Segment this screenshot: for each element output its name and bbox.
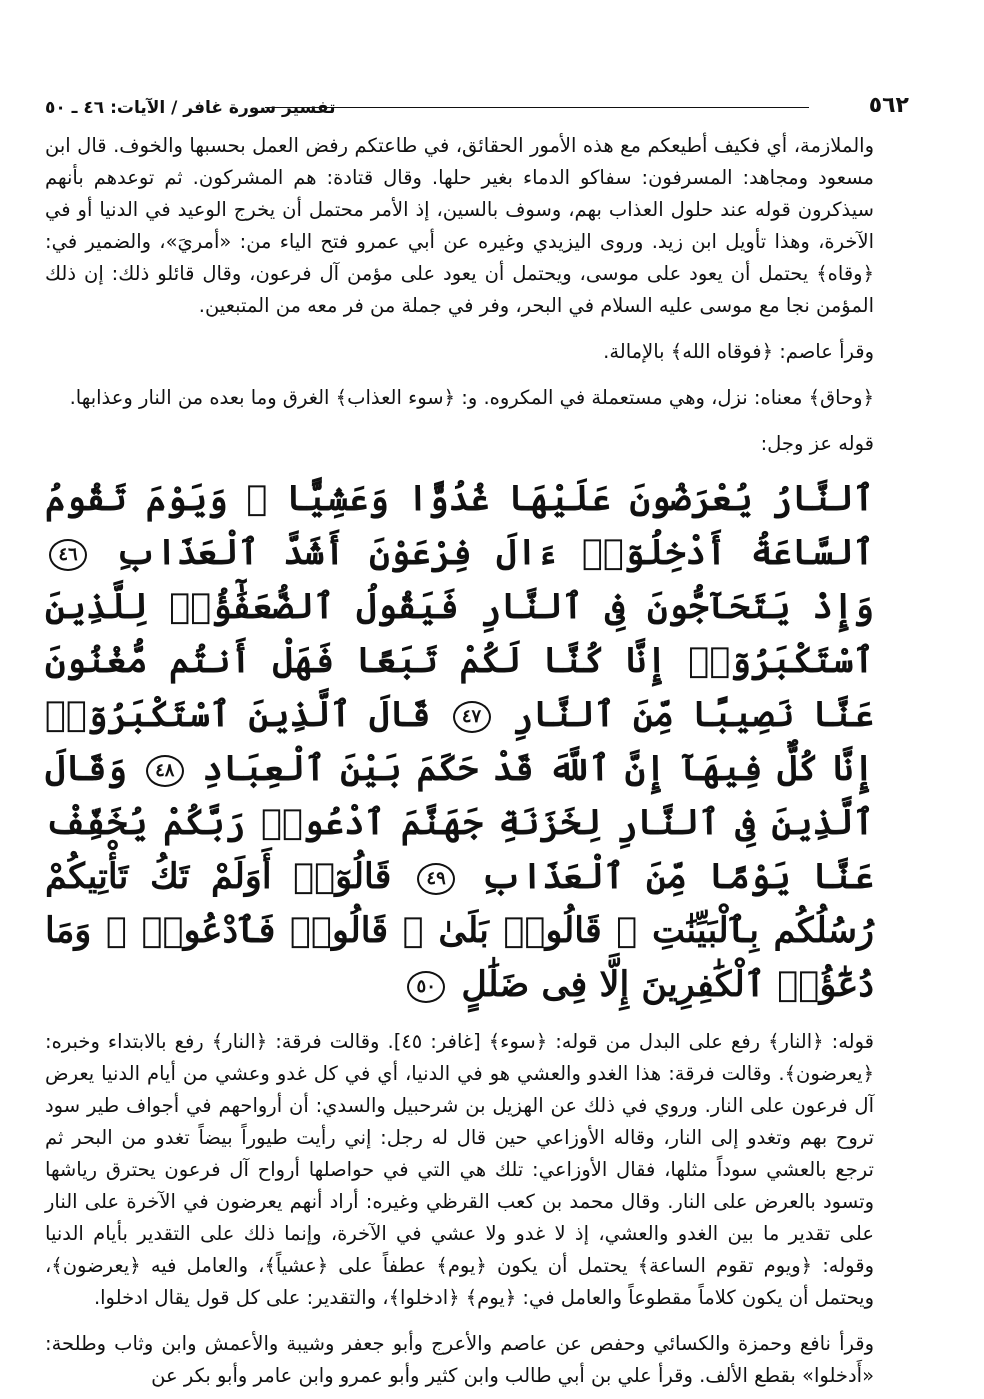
verse-number-47: ٤٧ — [453, 701, 491, 733]
verse-number-49: ٤٩ — [417, 863, 455, 895]
verse-number-50: ٥٠ — [407, 971, 445, 1003]
page-number: ٥٦٢ — [868, 93, 909, 118]
verse-50: قَالُوٓا۟ أَوَلَمْ تَكُ تَأْتِيكُمْ رُسُلُكُم بِٱلْبَيِّنَٰتِ ۖ قَالُوا۟ بَلَىٰ ۚ قَالُوا۟ فَٱدْعُوا۟ ۗ وَمَا دُعَٰٓؤُا۟ ٱلْكَٰفِرِينَ إِلَّا فِى ضَلَٰلٍ — [45, 856, 874, 1005]
body-text — [45, 130, 874, 1392]
quran-verses — [45, 472, 874, 1012]
running-header — [45, 88, 909, 118]
paragraph: وقرأ نافع وحمزة والكسائي وحفص عن عاصم والأعرج وأبو جعفر وشيبة والأعمش وابن وثاب وطلحة: «أَدخلوا» بقطع الألف. وقرأ علي بن أبي طالب وابن كثير وأبو عمرو وابن عامر وأبو بكر عن — [45, 1332, 874, 1387]
paragraph: قوله: ﴿النار﴾ رفع على البدل من قوله: ﴿سوء﴾ [غافر: ٤٥]. وقالت فرقة: ﴿النار﴾ رفع بالابتداء وخبره: ﴿يعرضون﴾. وقالت فرقة: هذا الغدو والعشي هو في الدنيا، أي في كل غدو وعشي من أيام الدنيا يعرض آل فرعون على النار. وروي في ذلك عن الهزيل بن شرحبيل والسدي: أن أرواحهم في أجواف طير سود تروح بهم وتغدو إلى النار، وقاله الأوزاعي حين قال له رجل: إني رأيت طيوراً بيضاً تغدو من البحر ثم ترجع بالعشي سوداً مثلها، فقال الأوزاعي: تلك هي التي في حواصلها أرواح آل فرعون يحترق رياشها وتسود بالعرض على النار. وقال محمد بن كعب القرظي وغيره: أراد أنهم يعرضون في الآخرة على النار على تقدير ما بين الغدو والعشي، إذ لا غدو ولا عشي في الآخرة، وإنما ذلك على التقدير بأيام الدنيا وقوله: ﴿ويوم تقوم الساعة﴾ يحتمل أن يكون ﴿يوم﴾ عطفاً على ﴿عشياً﴾، والعامل فيه ﴿يعرضون﴾، ويحتمل أن يكون كلاماً مقطوعاً والعامل في: ﴿يوم﴾ ﴿ادخلوا﴾، والتقدير: على كل قول يقال ادخلوا. — [45, 1030, 874, 1309]
paragraph: والملازمة، أي فكيف أطيعكم مع هذه الأمور الحقائق، في طاعتكم رفض العمل بحسبها والخوف. قال ابن مسعود ومجاهد: المسرفون: سفاكو الدماء بغير حلها. وقال قتادة: هم المشركون. ثم توعدهم بأنهم سيذكرون قوله عند حلول العذاب بهم، وسوف بالسين، إذ الأمر محتمل أن يخرج الوعيد في الدنيا أو في الآخرة، وهذا تأويل ابن زيد. وروى اليزيدي وغيره عن أبي عمرو فتح الياء من: «أمريَ»، والضمير في: ﴿وقاه﴾ يحتمل أن يعود على موسى، ويحتمل أن يعود على مؤمن آل فرعون، وقال قائلو ذلك: إن ذلك المؤمن نجا مع موسى عليه السلام في البحر، وفر في جملة من فر معه من المتبعين. — [45, 134, 874, 317]
paragraph: قوله عز وجل: — [760, 432, 874, 455]
verse-number-48: ٤٨ — [146, 755, 184, 787]
verse-48: قَالَ ٱلَّذِينَ ٱسْتَكْبَرُوٓا۟ إِنَّا كُلٌّ فِيهَآ إِنَّ ٱللَّهَ قَدْ حَكَمَ بَيْنَ ٱلْعِبَادِ — [45, 694, 875, 789]
paragraph: وقرأ عاصم: ﴿فوقاه الله﴾ بالإمالة. — [603, 340, 874, 363]
paragraph: ﴿وحاق﴾ معناه: نزل، وهي مستعملة في المكروه. و: ﴿سوء العذاب﴾ الغرق وما بعده من النار وعذابها. — [69, 386, 874, 409]
header-title: تفسير سورة غافر / الآيات: ٤٦ ـ ٥٠ — [45, 98, 336, 118]
verse-number-46: ٤٦ — [49, 539, 87, 571]
verse-47: وَإِذْ يَتَحَآجُّونَ فِى ٱلنَّارِ فَيَقُولُ ٱلضُّعَفَٰٓؤُا۟ لِلَّذِينَ ٱسْتَكْبَرُوٓا۟ إِنَّا كُنَّا لَكُمْ تَبَعًا فَهَلْ أَنتُم مُّغْنُونَ عَنَّا نَصِيبًا مِّنَ ٱلنَّارِ — [45, 586, 875, 735]
header-rule — [265, 107, 809, 108]
verse-49: وَقَالَ ٱلَّذِينَ فِى ٱلنَّارِ لِخَزَنَةِ جَهَنَّمَ ٱدْعُوا۟ رَبَّكُمْ يُخَفِّفْ عَنَّا يَوْمًا مِّنَ ٱلْعَذَابِ — [45, 748, 875, 897]
verse-46: ٱلنَّارُ يُعْرَضُونَ عَلَيْهَا غُدُوًّا وَعَشِيًّا ۖ وَيَوْمَ تَقُومُ ٱلسَّاعَةُ أَدْخِلُوٓا۟ ءَالَ فِرْعَوْنَ أَشَدَّ ٱلْعَذَابِ — [45, 478, 874, 573]
